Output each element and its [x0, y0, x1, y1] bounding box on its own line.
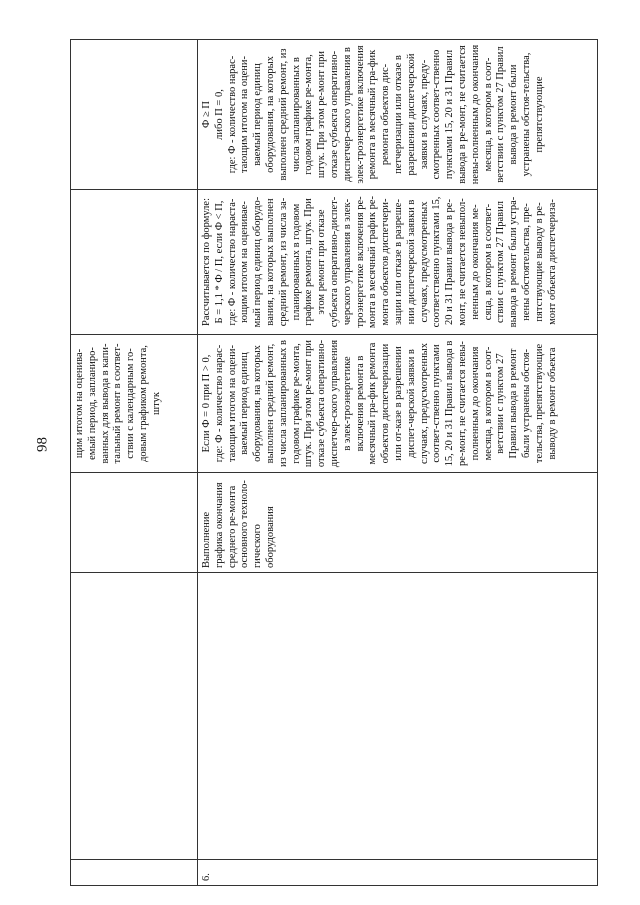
continuation-cell: щим итогом на оценива-емый период, запланиро-ванных для вывода в капи-тальный ремонт в соответ-ствии с календарным го-довым графиком ремонта, штук: [71, 335, 198, 473]
result-text: Ф ≥ П либо П = 0, где: Ф - количество нарас-тающим итогом на оцени-ваемый период единиц оборудования, на которых выполнен средний ремонт, из числа запланированных в годовом графике ре-монта, штук. При этом ре-монт при отказе субъекта оперативно-диспетчер-ского управления в элек-троэнергетике включения ремонта в месячный гра-фик ремонта объектов дис-петчеризации или отказе в разрешении диспетчерской заявки в случаях, преду-смотренных соответ-ственно пунктами 15, 20 и 31 Правил вывода в ре-монт, не считается невы-полненным до окончания месяца, в котором в соот-ветствии с пунктом 27 Правил вывода в ремонт были устранены обстоя-тельства, препятствующие: [198, 40, 598, 190]
cell-empty-indicator: [71, 473, 198, 573]
cell-empty-formula: [71, 190, 198, 335]
formula-text: Рассчитывается по формуле: Б = 1,1 * Ф / П, если Ф < П, где: Ф - количество нараста-ющим итогом на оценивае-мый период единиц оборудо-вания, на которых выполнен средний ремонт, из числа за-планированных в годовом графике ремонта, штук. При этом ремонт при отказе субъекта оперативно-диспет-черского управления в элек-троэнергетике включения ре-монта в месячный график ре-монта объектов диспетчери-зации или отказе в разреше-нии диспетчерской заявки в случаях, предусмотренных соответственно пунктами 15, 20 и 31 Правил вывода в ре-монт, не считается невыпол-ненным до окончания ме-сяца, в котором в соответ-ствии с пунктом 27 Правил вывода в ремонт были устра-нены обстоятельства, пре-пятствующие выводу в ре-монт объекта диспетчеризa-: [198, 190, 598, 335]
cell-empty-wide-2: [198, 573, 598, 860]
table-container: [70, 40, 598, 886]
row-number: 6.: [198, 860, 598, 886]
condition-text: Если Ф = 0 при П > 0, где: Ф - количество нарас-тающим итогом на оцени-ваемый период единиц оборудования, на которых выполнен средний ремонт, из числа запланированных в годовом графике ре-монта, штук. При этом ре-монт при отказе субъекта оперативно-диспетчер-ского управления в элек-троэнергетике включения ремонта в месячный гра-фик ремонта объектов диспетчеризации или от-казе в разрешении диспет-черской заявки в случаях, предусмотренных соответ-ственно пунктами 15, 20 и 31 Правил вывода в ре-монт, не считается невы-полненным до окончания месяца, в котором в соот-ветствии с пунктом 27 Правил вывода в ремонт были устранены обстоя-тельства, препятствующие выводу в ремонт объекта: [198, 335, 598, 473]
table-row: [198, 40, 598, 886]
criteria-table: [70, 39, 598, 886]
cell-empty-wide: [71, 573, 198, 860]
cell-empty-result: [71, 40, 198, 190]
page-number: 98: [34, 437, 51, 452]
indicator-name: Выполнение графика окончания среднего ре-монта основного техноло-гического оборудования: [198, 473, 598, 573]
rotated-table-frame: [70, 40, 598, 886]
table-row-continuation: [71, 40, 198, 886]
cell-empty-number: [71, 860, 198, 886]
